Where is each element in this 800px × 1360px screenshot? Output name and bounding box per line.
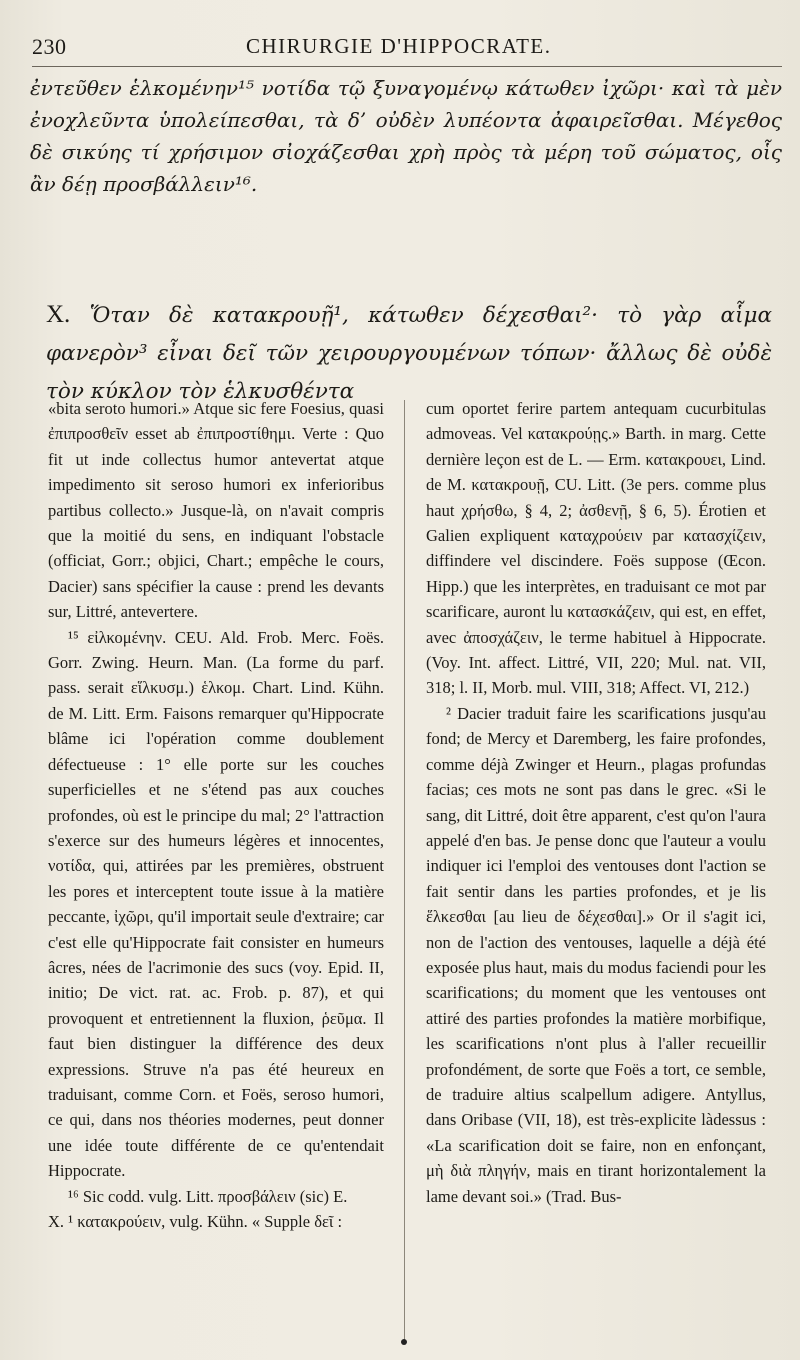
page-number: 230	[32, 34, 67, 59]
section-heading	[46, 296, 772, 411]
footnote-16: ¹⁶ Sic codd. vulg. Litt. προσβάλειν (sic) E.	[68, 1186, 348, 1206]
footnote-15: ¹⁵ εἰλκομένην. CEU. Ald. Frob. Merc. Foës. Gorr. Zwing. Heurn. Man. (La forme du parf. pass. serait εἵλκυσμ.) ἑλκομ. Chart. Lind. Kühn. de M. Litt. Erm. Faisons remarquer qu'Hippocrate blâme ici l'opération comme doublement défectueuse : 1° elle porte sur les couches superficielles et ne s'étend pas aux couches profondes, où est le principe du mal; 2° l'attraction s'exerce sur des humeurs légères et innocentes, νοτίδα, qui, attirées par les premières, obstruent les pores et interceptent toute issue à la matière peccante, ἰχῶρι, qu'il importait seule d'extraire; car c'est elle qu'Hippocrate fait consister en humeurs âcres, nées de l'acrimonie des sucs (voy. Epid. II, initio; De vict. rat. ac. Frob. p. 87), et qui provoquent et entretiennent la fluxion, ῥεῦμα. Il faut bien distinguer la différence des deux expressions. Struve n'a pas été heureux en traduisant, comme Corn. et Foës, seroso humori, ce qui, dans nos théories modernes, peut donner une idée toute différente de ce qu'entendait Hippocrate.	[48, 627, 384, 1181]
section-label: X.	[46, 301, 71, 328]
column-divider	[404, 400, 405, 1340]
header-rule	[32, 66, 782, 67]
notes-right-column	[426, 396, 766, 1209]
notes-left-column	[48, 396, 384, 1234]
section-greek-text: Ὅταν δὲ κατακρουῇ¹, κάτωθεν δέχεσθαι²· τὸ γὰρ αἷμα φανερὸν³ εἶναι δεῖ τῶν χειρουργουμένων τόπων· ἄλλως δὲ οὐδὲ τὸν κύκλον τὸν ἑλκυσθέντα	[46, 303, 772, 404]
note-paragraph: cum oportet ferire partem antequam cucurbitulas admoveas. Vel κατακρούῃς.» Barth. in marg. Cette dernière leçon est de L. — Erm. κατακρουει, Lind. de M. κατακρουῇ, CU. Litt. (3e pers. comme plus haut χρήσθω, § 4, 2; ἀσθενῇ, § 6, 5). Érotien et Galien expliquent καταχρούειν par κατασχίζειν, diffindere vel discindere. Foës suppose (Œcon. Hipp.) que les interprètes, en traduisant ce mot par scarificare, auront lu κατασκάζειν, qui est, en effet, avec ἀποσχάζειν, le terme habituel à Hippocrate. (Voy. Int. affect. Littré, VII, 220; Mul. nat. VII, 318; l. II, Morb. mul. VIII, 318; Affect. VI, 212.)	[426, 399, 766, 698]
footnote-x2: ² Dacier traduit faire les scarifications jusqu'au fond; de Mercy et Daremberg, les faire profondes, comme déjà Zwinger et Heurn., plagas profundas facias; ces mots ne sont pas dans le grec. «Si le sang, dit Littré, doit être apparent, c'est qu'on l'aura appelé d'en bas. Je pense donc que l'auteur a voulu indiquer ici l'emploi des ventouses dont l'action se fait sentir dans les parties profondes, et je lis ἕλκεσθαι [au lieu de δέχεσθαι].» Or il s'agit ici, non de l'action des ventouses, laquelle a déjà été exposée plus haut, mais du modus faciendi pour les scarifications; du moment que les ventouses ont attiré des parties profondes la matière morbifique, les scarifications n'ont plus à l'aller recueillir profondément, de sorte que Foës a tort, ce semble, de traduire altius scalpellum adigere. Antyllus, dans Oribase (VII, 18), est très-explicite làdessus : «La scarification doit se faire, non en enfonçant, μὴ διὰ πληγήν, mais en tirant horizontalement la lame devant soi.» (Trad. Bus-	[426, 703, 766, 1206]
footer-dot	[401, 1339, 407, 1345]
note-paragraph: «bita seroto humori.» Atque sic fere Foesius, quasi ἐπιπροσθεῖν esset ab ἐπιπροστίθημι. Verte : Quo fit ut inde collectus humor antevertat atque impedimento sit seroso humori ex inferioribus partibus collecto.» Jusque-là, on n'avait compris que la moitié du sens, en indiquant l'obstacle (officiat, Gorr.; objici, Chart.; empêche le cours, Dacier) sans spécifier la cause : prend les devants sur, Littré, antevertere.	[48, 399, 384, 622]
page-header	[32, 30, 782, 64]
footnote-x1: X. ¹ κατακρούειν, vulg. Kühn. « Supple δεῖ :	[48, 1212, 343, 1231]
greek-passage: ἐντεῦθεν ἑλκομένην¹⁵ νοτίδα τῷ ξυναγομένῳ κάτωθεν ἰχῶρι· καὶ τὰ μὲν ἐνοχλεῦντα ὑπολείπεσθαι, τὰ δ’ οὐδὲν λυπέοντα ἀφαιρεῖσθαι. Μέγεθος δὲ σικύης τί χρήσιμον σἰοχάζεσθαι χρὴ πρὸς τὰ μέρη τοῦ σώματος, οἷς ἂν δέῃ προσβάλλειν¹⁶.	[30, 76, 782, 196]
running-head: CHIRURGIE D'HIPPOCRATE.	[246, 34, 552, 58]
